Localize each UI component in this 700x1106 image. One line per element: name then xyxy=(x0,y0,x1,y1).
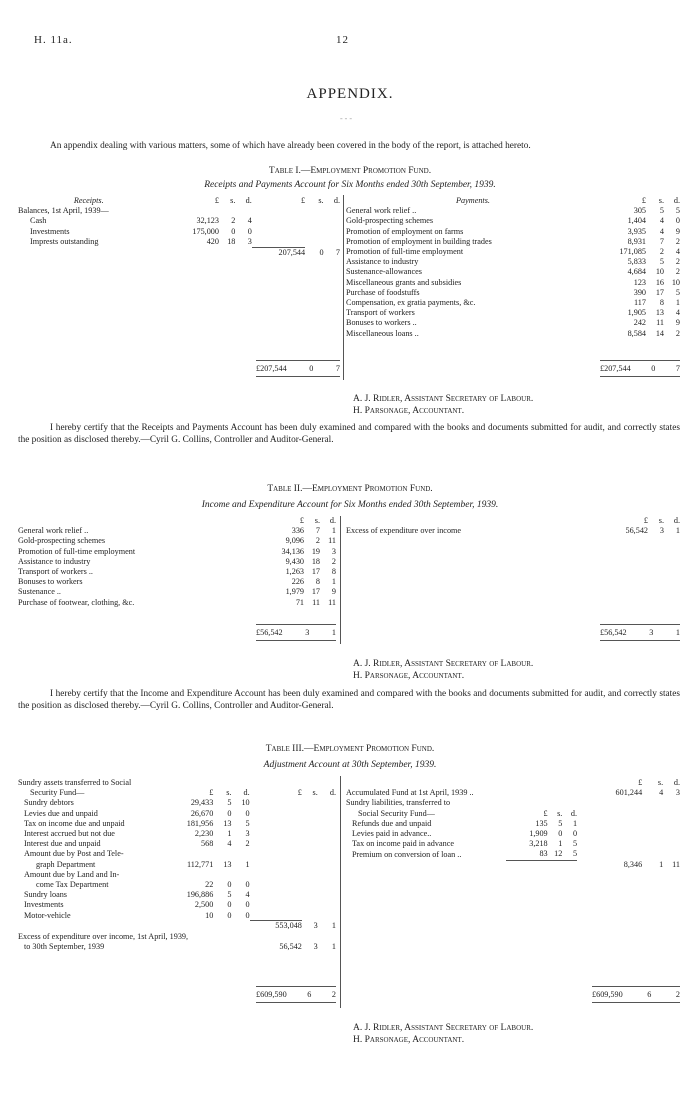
table2-caption: Table II.—Employment Promotion Fund. xyxy=(267,484,433,494)
table1-rule xyxy=(600,376,680,377)
lsd-header: d. xyxy=(243,788,250,798)
table-row: Bonuses to workers .. 242 11 9 xyxy=(346,318,680,328)
table-row: Compensation, ex gratia payments, &c. 117 8 1 xyxy=(346,298,680,308)
assets-heading: Security Fund— xyxy=(30,788,85,798)
table3-subtitle: Adjustment Account at 30th September, 1939. xyxy=(263,760,437,770)
lsd-header: d. xyxy=(333,196,340,205)
intro-paragraph: An appendix dealing with various matters, some of which have already been covered in the body of the report, is attached hereto. xyxy=(50,141,531,151)
table-row: Assistance to industry 5,833 5 2 xyxy=(346,257,680,267)
signature-ridler: A. J. Ridler, Assistant Secretary of Labour. xyxy=(353,1023,534,1033)
lsd-header: £ xyxy=(214,196,219,205)
table-row: Promotion of full-time employment 171,085 2 4 xyxy=(346,247,680,257)
table-row: General work relief .. 336 7 1 xyxy=(18,526,336,536)
table-row: Amount due by Post and Tele- xyxy=(24,849,124,859)
table3-rule xyxy=(592,986,680,987)
signature-ridler: A. J. Ridler, Assistant Secretary of Labour. xyxy=(353,394,534,404)
lsd-header: £ xyxy=(638,778,643,787)
table2-subtitle: Income and Expenditure Account for Six Months ended 30th September, 1939. xyxy=(201,500,499,510)
subtotal-row: 207,544 0 7 xyxy=(18,247,340,258)
lsd-header: d. xyxy=(329,788,336,798)
table-row: Sundry debtors 29,433 5 10 xyxy=(24,798,250,808)
table-row: Tax on income due and unpaid 181,956 13 5 xyxy=(24,818,250,828)
table3-liabilities xyxy=(346,778,680,870)
liabilities-heading: Social Security Fund— £ s. d. xyxy=(358,808,578,818)
table3-caption: Table III.—Employment Promotion Fund. xyxy=(265,744,435,754)
table-row: Sustenance .. 1,979 17 9 xyxy=(18,587,336,597)
signature-parsonage: H. Parsonage, Accountant. xyxy=(353,1035,465,1045)
table-row: Tax on income paid in advance 3,218 1 5 xyxy=(352,839,578,849)
table-row: Bonuses to workers 226 8 1 xyxy=(18,577,336,587)
lsd-header: s. xyxy=(312,788,318,798)
table-row: Transport of workers 1,905 13 4 xyxy=(346,308,680,318)
lsd-header: d. xyxy=(673,516,680,525)
lsd-header: s. xyxy=(314,516,320,525)
lsd-header: s. xyxy=(318,196,324,205)
lsd-header: s. xyxy=(657,778,664,787)
table1-divider xyxy=(343,195,344,380)
table-row: Purchase of foodstuffs 390 17 5 xyxy=(346,287,680,297)
page-number: 12 xyxy=(336,34,349,46)
title-rule: - - - xyxy=(340,114,352,123)
table-row: Transport of workers .. 1,263 17 8 xyxy=(18,567,336,577)
table2-rule xyxy=(600,640,680,641)
table3-divider xyxy=(340,776,341,1008)
lsd-header: s. xyxy=(658,516,664,525)
table-row: Promotion of employment on farms 3,935 4 9 xyxy=(346,226,680,236)
table-row: Investments 175,000 0 0 xyxy=(30,226,252,236)
table-row: Premium on conversion of loan .. 83 12 5 xyxy=(352,849,578,859)
table-row: to 30th September, 1939 56,542 3 1 xyxy=(24,941,336,951)
table2-divider xyxy=(340,516,341,644)
table-row: graph Department 112,771 13 1 xyxy=(36,859,250,869)
table-row: Cash 32,123 2 4 xyxy=(30,216,252,226)
table2-total-left: £56,542 3 1 xyxy=(256,628,336,637)
certification-paragraph: I hereby certify that the Income and Expenditure Account has been duly examined and compared with the books and documents submitted for audit, and correctly states the position as disclosed thereby.—Cyril G. Collins, Controller and Auditor-General. xyxy=(18,689,680,711)
table-row: Interest accrued but not due 2,230 1 3 xyxy=(24,829,250,839)
lsd-header: s. xyxy=(658,196,664,205)
table2-income xyxy=(346,516,680,536)
table3-total-left: £609,590 6 2 xyxy=(256,990,336,999)
subtotal-row: 8,346 1 11 xyxy=(346,860,680,870)
signature-parsonage: H. Parsonage, Accountant. xyxy=(353,406,465,416)
lsd-header: £ xyxy=(299,516,304,525)
table3-total-right: £609,590 6 2 xyxy=(592,990,680,999)
table-row: Assistance to industry 9,430 18 2 xyxy=(18,556,336,566)
table-row: Gold-prospecting schemes 9,096 2 11 xyxy=(18,536,336,546)
lsd-header: s. xyxy=(226,788,232,798)
table-row: Miscellaneous loans .. 8,584 14 2 xyxy=(346,328,680,338)
lsd-header: d. xyxy=(673,196,680,205)
table3-rule xyxy=(592,1002,680,1003)
table-row: Gold-prospecting schemes 1,404 4 0 xyxy=(346,216,680,226)
table1-rule xyxy=(600,360,680,361)
lsd-header: £ xyxy=(641,196,646,205)
lsd-header: d. xyxy=(329,516,336,525)
table-row: Investments 2,500 0 0 xyxy=(24,900,250,910)
table1-total-right: £207,544 0 7 xyxy=(600,364,680,373)
liabilities-heading: Sundry liabilities, transferred to xyxy=(346,798,451,808)
table-row: Purchase of footwear, clothing, &c. 71 11 11 xyxy=(18,597,336,607)
assets-heading: Sundry assets transferred to Social xyxy=(18,778,132,787)
table3-rule xyxy=(256,1002,336,1003)
lsd-header: d. xyxy=(245,196,252,205)
table-row: Promotion of employment in building trades 8,931 7 2 xyxy=(346,236,680,246)
signature-ridler: A. J. Ridler, Assistant Secretary of Labour. xyxy=(353,659,534,669)
lsd-header: d. xyxy=(673,778,680,787)
table1-rule xyxy=(256,376,340,377)
lsd-header: s. xyxy=(230,196,236,205)
lsd-header: £ xyxy=(643,516,648,525)
lsd-header: £ xyxy=(297,788,302,798)
table2-expenditure xyxy=(18,516,336,608)
table-row: come Tax Department 22 0 0 xyxy=(36,880,250,890)
document-reference: H. 11a. xyxy=(34,34,73,46)
table2-rule xyxy=(256,640,336,641)
receipts-heading: Receipts. xyxy=(73,196,104,205)
table-row: Refunds due and unpaid 135 5 1 xyxy=(352,818,578,828)
table2-total-right: £56,542 3 1 xyxy=(600,628,680,637)
table1-receipts xyxy=(18,196,340,258)
table1-caption: Table I.—Employment Promotion Fund. xyxy=(268,166,432,176)
table2-rule xyxy=(600,624,680,625)
signature-parsonage: H. Parsonage, Accountant. xyxy=(353,671,465,681)
table-row: General work relief .. 305 5 5 xyxy=(346,206,680,216)
table2-rule xyxy=(256,624,336,625)
lsd-header: £ xyxy=(209,788,214,798)
payments-heading: Payments. xyxy=(456,196,490,205)
table1-payments xyxy=(346,196,680,339)
certification-paragraph: I hereby certify that the Receipts and Payments Account has been duly examined and compared with the books and documents submitted for audit, and correctly states the position as disclosed thereby.—Cyril G. Collins, Controller and Auditor-General. xyxy=(18,423,680,445)
table-row: Promotion of full-time employment 34,136 19 3 xyxy=(18,546,336,556)
table-row: Imprests outstanding 420 18 3 xyxy=(30,236,252,246)
table-row: Sustenance-allowances 4,684 10 2 xyxy=(346,267,680,277)
table-row: Levies paid in advance.. 1,909 0 0 xyxy=(352,829,578,839)
table-row: Levies due and unpaid 26,670 0 0 xyxy=(24,808,250,818)
table-row: Excess of expenditure over income, 1st April, 1939, xyxy=(18,931,189,941)
table-row: Accumulated Fund at 1st April, 1939 .. 601,244 4 3 xyxy=(346,788,680,798)
subtotal-row: 553,048 3 1 xyxy=(18,921,336,932)
page-title: APPENDIX. xyxy=(306,86,394,102)
table-row: Amount due by Land and In- xyxy=(24,869,120,879)
table-row: Excess of expenditure over income 56,542 3 1 xyxy=(346,526,680,536)
table1-subtitle: Receipts and Payments Account for Six Months ended 30th September, 1939. xyxy=(204,180,496,190)
table3-assets xyxy=(18,778,336,952)
table1-rule xyxy=(256,360,340,361)
table-row: Miscellaneous grants and subsidies 123 16 10 xyxy=(346,277,680,287)
table1-total-left: £207,544 0 7 xyxy=(256,364,340,373)
table-row: Motor-vehicle 10 0 0 xyxy=(24,910,250,920)
table-row: Interest due and unpaid 568 4 2 xyxy=(24,839,250,849)
lsd-header: £ xyxy=(301,196,306,205)
table3-rule xyxy=(256,986,336,987)
table-row: Sundry loans 196,886 5 4 xyxy=(24,890,250,900)
balance-label: Balances, 1st April, 1939— xyxy=(18,206,109,216)
